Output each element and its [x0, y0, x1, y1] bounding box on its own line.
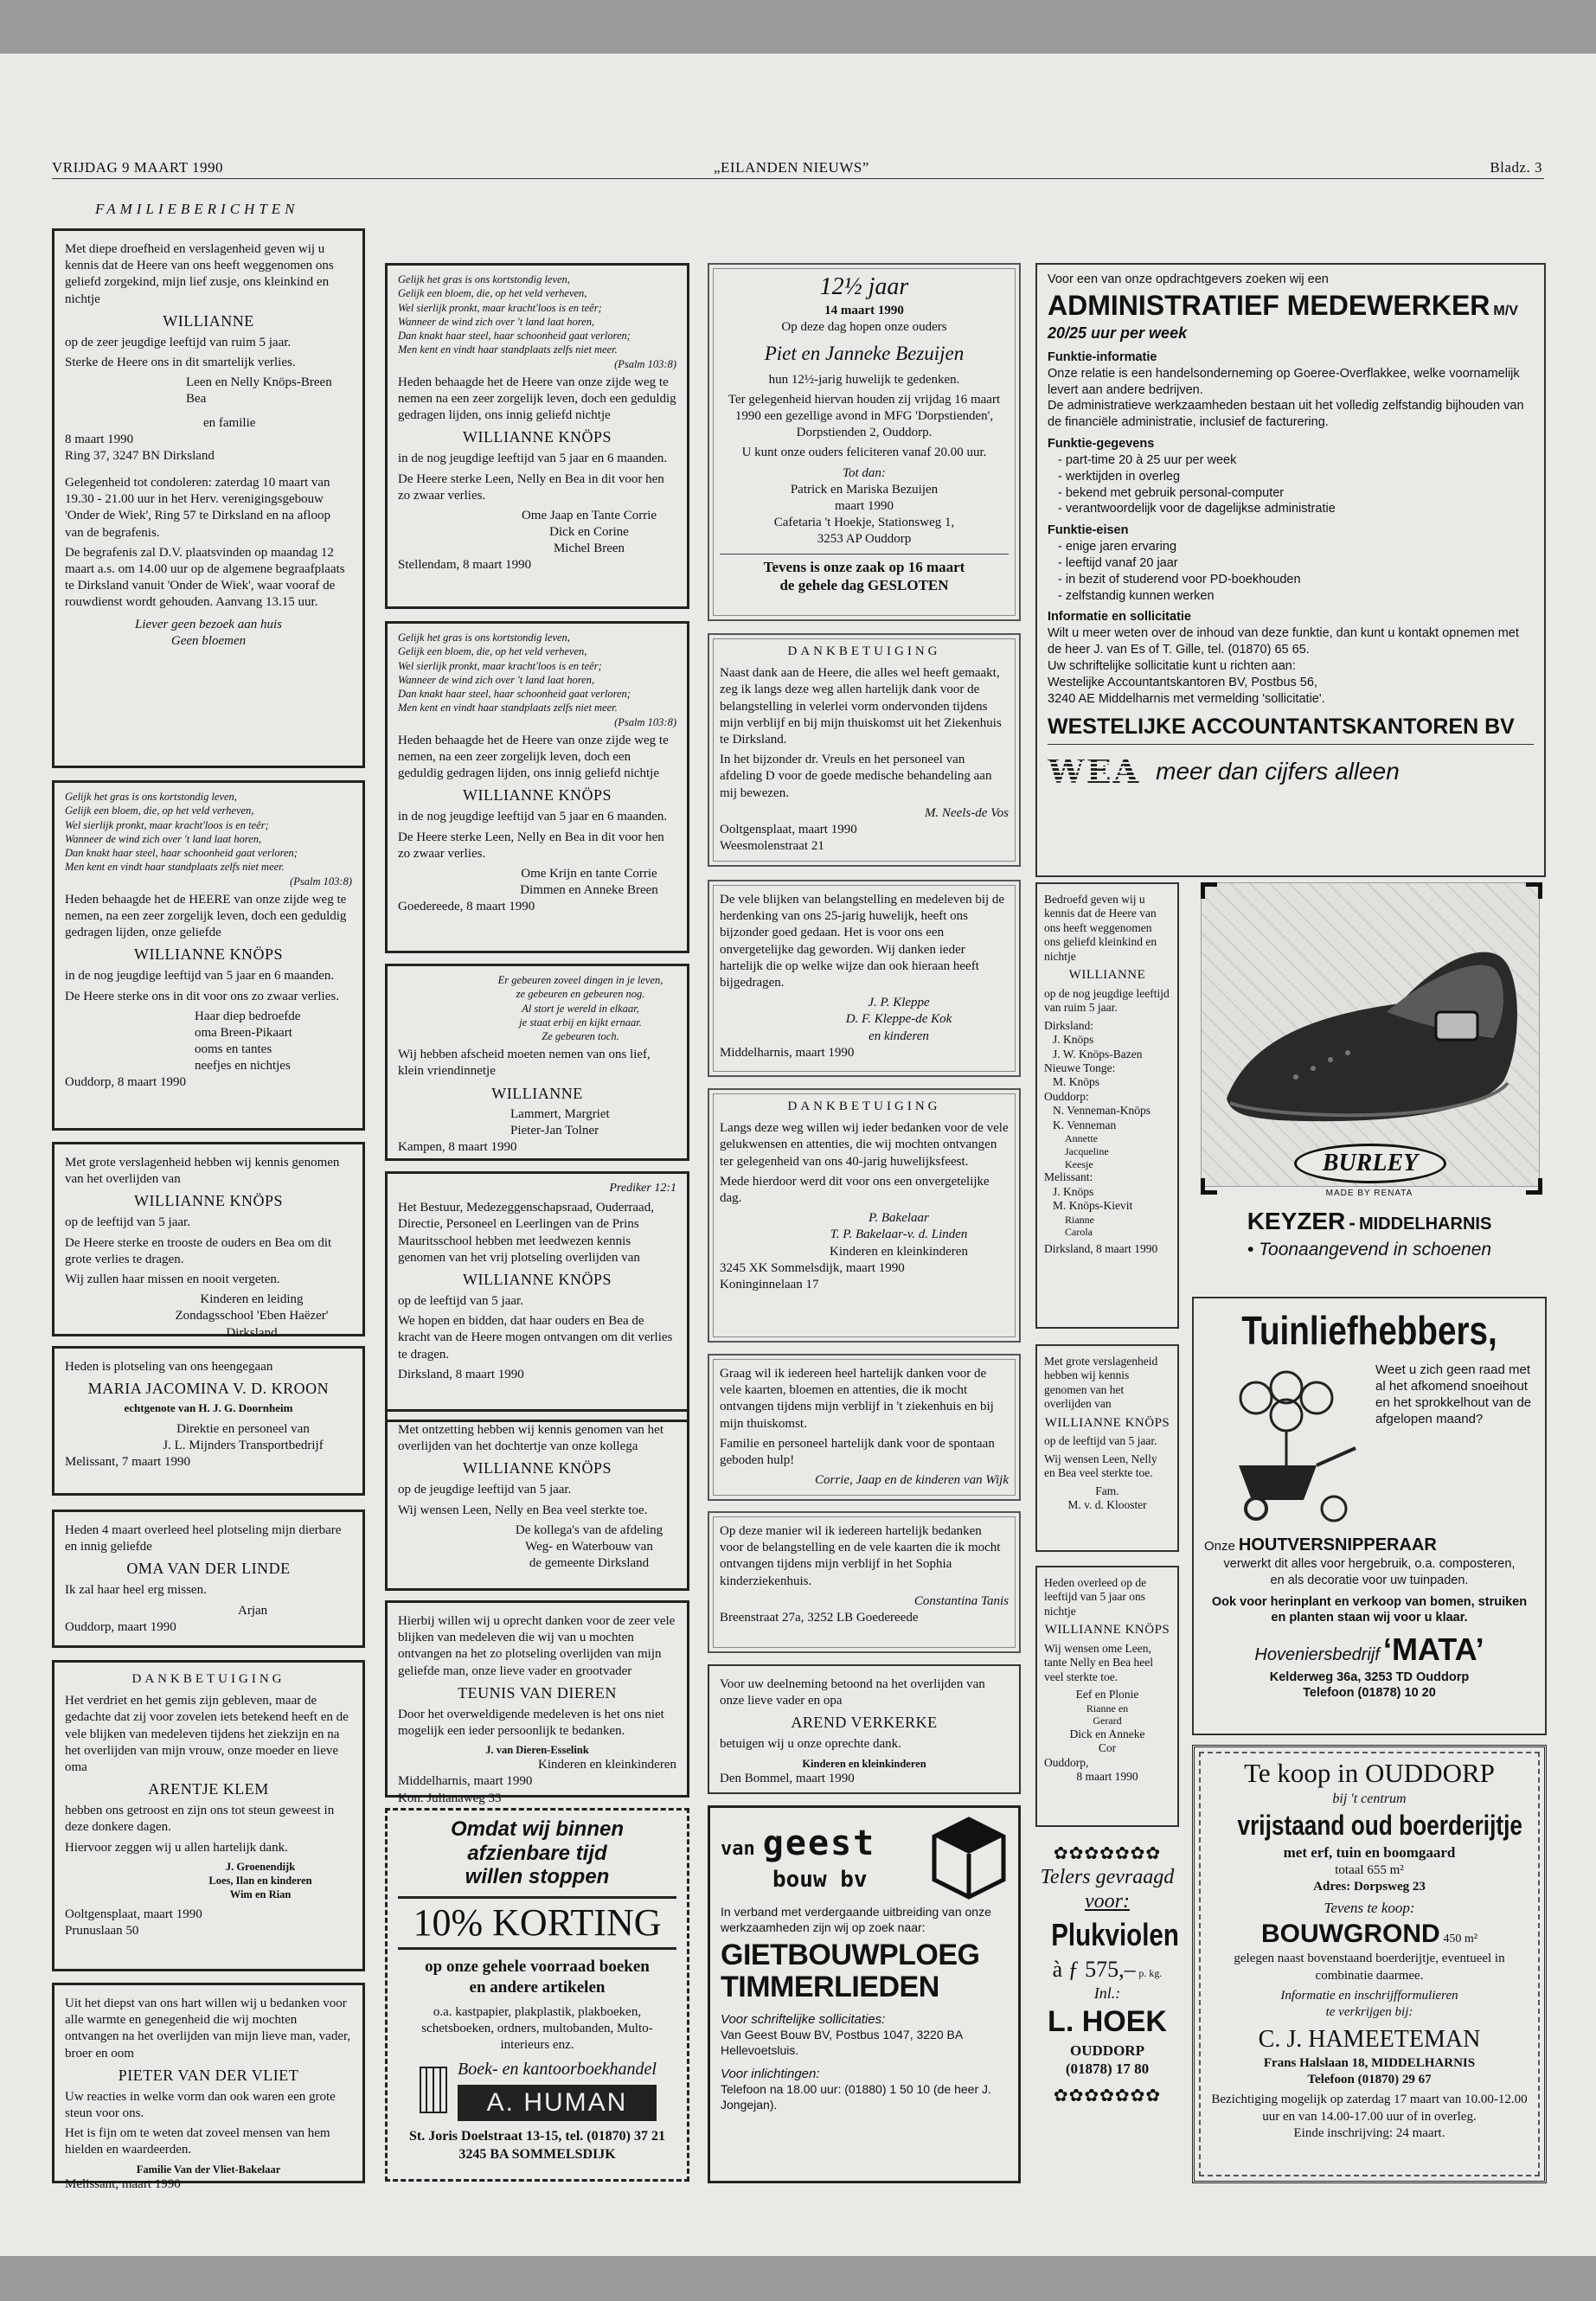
ad-human-bookstore	[385, 1808, 689, 2182]
notice-text: Naast dank aan de Heere, die alles wel heeft gemaakt, zeg ik langs deze weg allen hartelijk dank voor de belangstelling in velerlei vorm ondervonden tijdens mijn verblijf en bij mijn thuiskomst uit het Ziekenhuis te Dirksland.	[720, 666, 1002, 747]
notice-date: 8 maart 1990	[1076, 1770, 1138, 1784]
deceased-name: MARIA JACOMINA V. D. KROON	[87, 1380, 330, 1398]
notice-text: Met diepe droefheid en verslagenheid geven wij u kennis dat de Heere van ons heeft weggenomen ons geliefd zorgekind, mijn lief zusje, ons kleinkind en nichtje	[65, 242, 334, 306]
notice-heading: DANKBETUIGING	[787, 644, 941, 658]
ad-address: Frans Halslaan 18, MIDDELHARNIS	[1263, 2055, 1476, 2070]
notice-kroon	[52, 1346, 365, 1496]
notice-text: echtgenote van H. J. G. Doornheim	[124, 1401, 293, 1415]
anniversary-text: U kunt onze ouders feliciteren vanaf 20.00 uur.	[741, 445, 987, 460]
firm-type: Hoveniersbedrijf	[1254, 1644, 1380, 1664]
decorative-border-icon: ✿✿✿✿✿✿✿	[1053, 1844, 1162, 1863]
notice-text: betuigen wij u onze oprechte dank.	[720, 1737, 901, 1752]
notice-text: Gelegenheid tot condoleren: zaterdag 10 maart van 19.30 - 21.00 uur in het Herv. verenigingsgebouw 'Onder de Wiek', Ring 57 te Dirksland en na afloop van de begrafenis.	[65, 476, 330, 540]
job-details-list: - part-time 20 à 25 uur per week - werktijden in overleg - bekend met gebruik personal-computer - verantwoordelijk voor de dagelijkse administratie	[1048, 452, 1534, 517]
ad-van-geest-bouw	[708, 1805, 1021, 2183]
signature: De kollega's van de afdeling Weg- en Waterbouw van de gemeente Dirksland	[515, 1522, 663, 1571]
wea-logo: WEA	[1048, 750, 1140, 792]
deceased-name: WILLIANNE	[163, 311, 254, 330]
ad-property: vrijstaand oud boerderijtje	[1237, 1810, 1523, 1842]
ad-address: Van Geest Bouw BV, Postbus 1047, 3220 BA Hellevoetsluis.	[721, 2027, 963, 2057]
ad-address: 3240 AE Middelharnis met vermelding 'sollicitatie'.	[1048, 691, 1325, 706]
ad-text: De administratieve werkzaamheden bestaan uit het volledig zelfstandig bijhouden van de financiële administratie, inclusief de facturering.	[1048, 399, 1524, 430]
ad-phone: Telefoon (01870) 29 67	[1307, 2073, 1432, 2087]
deceased-name: WILLIANNE KNÖPS	[134, 1192, 283, 1210]
signature: en familie	[203, 415, 256, 430]
ad-text: op onze gehele voorraad boeken	[425, 1958, 650, 1977]
anniversary-title: 12½ jaar	[819, 273, 909, 300]
ad-headline: Tuinliefhebbers,	[1241, 1308, 1497, 1353]
notice-text: De vele blijken van belangstelling en medeleven bij de herdenking van ons 25-jarig huwelijk, heeft ons bijzonder goed gedaan. Het is voor ons een onvergetelijke dag geworden. Wij danken ieder hartelijk die op welke wijze dan ook hieraan heeft bijgedragen.	[720, 893, 1005, 990]
anniversary-text: Ter gelegenheid hiervan houden zij vrijdag 16 maart 1990 een gezellige avond in MFG 'Dorpstienden', Dorpstienden 2, Ouddorp.	[727, 392, 1001, 440]
deceased-name: WILLIANNE	[491, 1084, 583, 1102]
notice-text: De begrafenis zal D.V. plaatsvinden op maandag 12 maart a.s. om 14.00 uur op de algemene begraafplaats te Dirksland vanuit 'Onder de Wiek', waar vooraf de rouwdienst wordt gehouden. Aanvang 13.15 uur.	[65, 545, 345, 610]
geest-logo-bouw: bouw bv	[772, 1866, 868, 1893]
geest-logo-van: van	[721, 1837, 755, 1860]
notice-date: Stellendam, 8 maart 1990	[398, 558, 532, 573]
ad-address: Adres: Dorpsweg 23	[1313, 1880, 1426, 1894]
ad-text: gelegen naast bovenstaand boerderijtje, eventueel in combinatie daarmee.	[1234, 1952, 1505, 1983]
dankbetuiging-klem	[52, 1660, 365, 1971]
notice-text: Voor uw deelneming betoond na het overlijden van onze lieve vader en opa	[720, 1677, 985, 1708]
notice-text: hebben ons getroost en zijn ons tot steun geweest in deze donkere dagen.	[65, 1804, 335, 1835]
notice-text: Het verdriet en het gemis zijn gebleven, maar de gedachte dat zij voor zovelen iets betekend heeft en de vele blijken van medeleven tijdens het ziekzijn en na het overlijden van mijn vrouw, onze moeder en lieve oma	[65, 1694, 349, 1774]
ad-contact-name: C. J. HAMEETEMAN	[1258, 2026, 1481, 2054]
decorative-border-icon: ✿✿✿✿✿✿✿	[1053, 2086, 1162, 2106]
ad-phone: Telefoon (01878) 10 20	[1303, 1686, 1436, 1701]
psalm-verse: Gelijk het gras is ons kortstondig leven, Gelijk een bloem, die, op het veld verheven, Wel sierlijk pronkt, maar kracht'loos is en teêr; Wanneer de wind zich over 't land laat horen, Dan knakt haar steel, haar schoonheid gaat verloren; Men kent en vindt haar standplaats zelfs niet meer. (Psalm 103:8)	[398, 273, 676, 370]
notice-ome-jaap	[385, 263, 689, 609]
ad-text: o.a. kastpapier, plakplastik, plakboeken, schetsboeken, ordners, multobanden, Multo-interieurs enz.	[421, 2004, 653, 2053]
ad-hours: 20/25 uur per week	[1048, 324, 1188, 343]
ad-contact-town: OUDDORP	[1070, 2041, 1144, 2059]
ad-text: Ook voor herinplant en verkoop van bomen, struiken en planten staan wij voor u klaar.	[1211, 1594, 1528, 1625]
notice-text: Bedroefd geven wij u kennis dat de Heere van ons heeft weggenomen ons geliefd kleinkind en nichtje	[1044, 893, 1157, 963]
ad-burley-keyzer: BURLEY MADE BY RENATA KEYZER - MIDDELHARNIS • Toonaangevend in schoenen	[1192, 882, 1547, 1289]
ad-text: Onze	[1204, 1538, 1235, 1554]
signature: Constantina Tanis	[913, 1593, 1009, 1608]
notice-heading: DANKBETUIGING	[787, 1099, 941, 1113]
notice-text: Liever geen bezoek aan huis	[135, 617, 282, 631]
ad-price-unit: p. kg.	[1138, 1966, 1163, 1979]
signature: Ome Krijn en tante Corrie Dimmen en Anneke Breen	[520, 866, 658, 898]
ad-text: te verkrijgen bij:	[1325, 2004, 1413, 2019]
anniversary-text: hun 12½-jarig huwelijk te gedenken.	[768, 372, 960, 387]
notice-date: Ooltgensplaat, maart 1990	[65, 1907, 202, 1921]
ad-address: Kelderweg 36a, 3253 TD Ouddorp	[1269, 1670, 1470, 1684]
ad-headline: Omdat wij binnen afzienbare tijd	[450, 1817, 624, 1865]
notice-tolner	[385, 964, 689, 1161]
signature: Ome Jaap en Tante Corrie Dick en Corine Michel Breen	[521, 508, 657, 556]
ad-telers-gevraagd	[1035, 1840, 1179, 2182]
notice-text: op de leeftijd van 5 jaar.	[65, 1215, 190, 1230]
bible-reference: Prediker 12:1	[609, 1182, 676, 1195]
notice-text: Heden behaagde het de HEERE van onze zijde weg te nemen, na een zeer zorgelijk leven, doch een geduldig gedragen lijden, onze geliefde	[65, 892, 347, 940]
notice-text: Met ontzetting hebben wij kennis genomen van het overlijden van het dochtertje van onze kollega	[398, 1423, 664, 1454]
notice-text: Wij wensen Leen, Nelly en Bea veel sterkte toe.	[1044, 1452, 1157, 1480]
notice-text: Graag wil ik iedereen heel hartelijk danken voor de vele kaarten, bloemen en attenties, die ik mocht ontvangen tijdens mijn verblijf in 't ziekenhuis en bij mijn thuiskomst.	[720, 1367, 994, 1431]
notice-verkerke	[708, 1664, 1021, 1794]
notice-address: Koninginnelaan 17	[720, 1277, 819, 1292]
ad-subheading: Funktie-informatie	[1048, 349, 1157, 364]
signature: Kinderen en kleinkinderen	[802, 1757, 926, 1770]
notice-text: Sterke de Heere ons in dit smartelijk verlies.	[65, 355, 296, 369]
signature: Arjan	[238, 1603, 268, 1618]
burley-maker: MADE BY RENATA	[1325, 1189, 1413, 1198]
notice-kollegas	[385, 1409, 689, 1591]
deceased-name: TEUNIS VAN DIEREN	[458, 1683, 617, 1702]
notice-van-der-vliet	[52, 1983, 365, 2191]
notice-date: Ouddorp, 8 maart 1990	[65, 1075, 186, 1090]
notice-text: in de nog jeugdige leeftijd van 5 jaar en 6 maanden.	[398, 452, 668, 466]
deceased-name: WILLIANNE KNÖPS	[134, 945, 283, 964]
notice-text: Hiervoor zeggen wij u allen hartelijk dank.	[65, 1840, 288, 1855]
ad-area: totaal 655 m²	[1335, 1862, 1404, 1877]
notice-text: De Heere sterke ons in dit voor ons zo zwaar verlies.	[65, 989, 339, 1003]
job-requirements-list: - enige jaren ervaring - leeftijd vanaf 20 jaar - in bezit of studerend voor PD-boekhouden - zelfstandig kunnen werken	[1048, 539, 1534, 604]
deceased-name: WILLIANNE KNÖPS	[463, 1459, 612, 1477]
deceased-name: ARENTJE KLEM	[148, 1780, 269, 1798]
ad-text: Wilt u meer weten over de inhoud van deze funktie, dan kunt u kontakt opnemen met de heer J. van Es of T. Gille, tel. (01870) 65 65.	[1048, 626, 1519, 657]
notice-text: De Heere sterke Leen, Nelly en Bea in dit voor hen zo zwaar verlies.	[398, 830, 664, 861]
shop-town: MIDDELHARNIS	[1358, 1215, 1492, 1234]
notice-ome-leen	[1035, 1566, 1179, 1827]
ad-phone: (01878) 17 80	[1065, 2061, 1150, 2078]
notice-prins-mauritsschool	[385, 1171, 689, 1422]
signature: Leen en Nelly Knöps-Breen	[186, 375, 332, 390]
dankbetuiging-neels	[708, 633, 1021, 867]
notice-date: Melissant, maart 1990	[65, 2176, 181, 2191]
ad-text: Inl.:	[1093, 1984, 1121, 2003]
notice-date: Ooltgensplaat, maart 1990	[720, 822, 857, 836]
signature: Lammert, Margriet Pieter-Jan Tolner	[510, 1106, 610, 1138]
signature: Haar diep bedroefde oma Breen-Pikaart ooms en tantes neefjes en nichtjes	[195, 1009, 301, 1074]
death-notice-willianne-parents	[52, 228, 365, 768]
notice-date: Dirksland, 8 maart 1990	[1044, 1241, 1158, 1255]
notice-text: Wij wensen ome Leen, tante Nelly en Bea heel veel sterkte toe.	[1044, 1641, 1153, 1683]
notice-text: Met grote verslagenheid hebben wij kennis genomen van het overlijden van	[1044, 1355, 1158, 1411]
notice-text: op de leeftijd van 5 jaar.	[1044, 1434, 1157, 1448]
deceased-name: WILLIANNE KNÖPS	[463, 786, 612, 804]
firm-name: ‘MATA’	[1382, 1631, 1484, 1667]
notice-date: 3245 XK Sommelsdijk, maart 1990	[720, 1260, 905, 1275]
cube-logo-icon	[930, 1815, 1008, 1901]
ad-area: 450 m²	[1443, 1932, 1477, 1945]
anniversary-text: 3253 AP Ouddorp	[817, 532, 912, 547]
notice-text: Langs deze weg willen wij ieder bedanken voor de vele gelukwensen en attenties, die wij mochten ontvangen ter gelegenheid van ons 40-jarig huwelijksfeest.	[720, 1121, 1009, 1169]
ad-hoveniersbedrijf-mata	[1192, 1297, 1547, 1735]
book-logo-icon	[418, 2064, 449, 2116]
notice-date: Dirksland, 8 maart 1990	[398, 1367, 524, 1381]
anniversary-text: Cafetaria 't Hoekje, Stationsweg 1,	[773, 516, 955, 530]
notice-text: op de jeugdige leeftijd van 5 jaar.	[398, 1483, 572, 1497]
signature: Bea	[186, 392, 207, 407]
ad-text: verwerkt dit alles voor hergebruik, o.a. composteren, en als decoratie voor uw tuinpaden.	[1223, 1557, 1516, 1588]
notice-text: Het is fijn om te weten dat zoveel mensen van hem hielden en waardeerden.	[65, 2126, 330, 2157]
shop-slogan: • Toonaangevend in schoenen	[1247, 1240, 1492, 1259]
notice-kleppe	[708, 880, 1021, 1077]
notice-date: 8 maart 1990	[65, 432, 134, 446]
notice-address: Prunuslaan 50	[65, 1923, 139, 1938]
deceased-name: WILLIANNE KNÖPS	[1044, 1415, 1170, 1430]
ad-text: Boek- en kantoorboekhandel	[458, 2060, 657, 2080]
ad-address: 3245 BA SOMMELSDIJK	[458, 2146, 616, 2162]
ad-text: Voor inlichtingen:	[721, 2066, 820, 2081]
signature: Direktie en personeel van	[176, 1421, 310, 1436]
poem: Er gebeuren zoveel dingen in je leven, ze gebeuren en gebeuren nog. Al stort je wereld in elkaar, je staat erbij en kijkt ernaar. Ze gebeuren toch.	[497, 974, 663, 1042]
ad-address: Westelijke Accountantskantoren BV, Postbus 56,	[1048, 675, 1317, 689]
psalm-verse: Gelijk het gras is ons kortstondig leven, Gelijk een bloem, die, op het veld verheven, Wel sierlijk pronkt, maar kracht'loos is en teêr; Wanneer de wind zich over 't land laat horen, Dan knakt haar steel, haar schoonheid gaat verloren; Men kent en vindt haar standplaats zelfs niet meer. (Psalm 103:8)	[65, 791, 352, 888]
signature: Patrick en Mariska Bezuijen	[790, 482, 939, 497]
notice-date: Den Bommel, maart 1990	[720, 1771, 855, 1785]
ad-text: Tevens te koop:	[1324, 1900, 1415, 1917]
dankbetuiging-bakelaar	[708, 1088, 1021, 1343]
couple-names: Piet en Janneke Bezuijen	[764, 343, 965, 365]
ad-text: Onze relatie is een handelsonderneming op Goeree-Overflakkee, welke voornamelijk levert aan andere bedrijven.	[1048, 366, 1520, 397]
notice-text: in de nog jeugdige leeftijd van 5 jaar en 6 maanden.	[65, 969, 335, 984]
notice-text: Heden behaagde het de Heere van onze zijde weg te nemen na een zeer zorgelijk leven, doch een geduldig gedragen lijden, ons innig geliefd nichtje	[398, 375, 676, 423]
notice-date: Kampen, 8 maart 1990	[398, 1140, 517, 1155]
ad-discount: 10% KORTING	[398, 1896, 676, 1950]
ad-property: BOUWGROND	[1261, 1919, 1440, 1948]
signature: Eef en Plonie Rianne en Gerard Dick en Anneke Cor	[1069, 1688, 1145, 1755]
notice-text: Heden 4 maart overleed heel plotseling mijn dierbare en innig geliefde	[65, 1523, 342, 1554]
ad-contact-name: L. HOEK	[1048, 2005, 1167, 2039]
signature: P. Bakelaar T. P. Bakelaar-v. d. Linden Kinderen en kleinkinderen	[830, 1211, 968, 1259]
ad-job-gender: M/V	[1493, 303, 1518, 318]
ad-slogan: meer dan cijfers alleen	[1156, 757, 1400, 785]
notice-text: Wij wensen Leen, Nelly en Bea veel sterkte toe.	[398, 1503, 648, 1517]
deceased-name: AREND VERKERKE	[791, 1714, 938, 1732]
signature: Corrie, Jaap en de kinderen van Wijk	[815, 1473, 1009, 1488]
notice-oma-van-der-linde	[52, 1509, 365, 1648]
anniversary-text: Op deze dag hopen onze ouders	[781, 320, 947, 335]
notice-text: Wij hebben afscheid moeten nemen van ons lief, klein vriendinnetje	[398, 1048, 651, 1079]
notice-date: Ouddorp, maart 1990	[65, 1619, 176, 1634]
notice-text: Hierbij willen wij u oprecht danken voor de zeer vele blijken van medeleven die wij van u mochten ontvangen na het zo plotseling overlijden van mijn geliefde man, onze lieve vader en grootvader	[398, 1614, 676, 1678]
ad-text: Informatie en inschrijfformulieren	[1280, 1988, 1458, 2003]
burley-logo: BURLEY	[1294, 1144, 1446, 1183]
shop-name: KEYZER	[1247, 1208, 1346, 1234]
ad-text: Weet u zich geen raad met al het afkomend snoeihout en het sprokkelhout van de afgelopen maand?	[1375, 1362, 1532, 1427]
notice-text: Het Bestuur, Medezeggenschapsraad, Ouderraad, Directie, Personeel en Leerlingen van de Prins Mauritsschool hebben met leedwezen kennis genomen van het vrij plotseling overlijden van	[398, 1201, 654, 1265]
anniversary-text: Tot dan:	[843, 465, 886, 480]
ad-phone: Telefoon na 18.00 uur: (01880) 1 50 10 (de heer J. Jongejan).	[721, 2081, 991, 2112]
family-list: Dirksland: J. Knöps J. W. Knöps-Bazen Nieuwe Tonge: M. Knöps Ouddorp: N. Venneman-Knöps K. Venneman Annette Jacqueline Keesje Melissant: J. Knöps M. Knöps-Kievit Rianne Carola	[1044, 1018, 1151, 1239]
notice-text: In het bijzonder dr. Vreuls en het personeel van afdeling D voor de goede medische behandeling aan mij bewezen.	[720, 753, 992, 800]
notice-text: Met grote verslagenheid hebben wij kennis genomen van het overlijden van	[65, 1156, 340, 1187]
closing-notice: Tevens is onze zaak op 16 maart	[720, 554, 1009, 577]
deceased-name: WILLIANNE KNÖPS	[463, 428, 612, 446]
notice-text: Ik zal haar heel erg missen.	[65, 1583, 207, 1598]
ad-text: Einde inschrijving: 24 maart.	[1293, 2125, 1445, 2140]
ad-headline: voor:	[1085, 1889, 1130, 1913]
anniversary-date: 14 maart 1990	[824, 303, 904, 317]
signature: Kinderen en kleinkinderen	[538, 1758, 676, 1772]
notice-text: De Heere sterke en trooste de ouders en Bea om dit grote verlies te dragen.	[65, 1235, 332, 1266]
notice-sunday-school	[52, 1142, 365, 1340]
notice-text: Heden overleed op de leeftijd van 5 jaar ons nichtje	[1044, 1576, 1147, 1618]
deceased-name: WILLIANNE KNÖPS	[463, 1270, 612, 1288]
signature: J. L. Mijnders Transportbedrijf	[163, 1439, 324, 1453]
psalm-verse: Gelijk het gras is ons kortstondig leven, Gelijk een bloem, die, op het veld verheven, Wel sierlijk pronkt, maar kracht'loos is en teêr; Wanneer de wind zich over 't land laat horen, Dan knakt haar steel, haar schoonheid gaat verloren; Men kent en vindt haar standplaats zelfs niet meer. (Psalm 103:8)	[398, 631, 676, 728]
newspaper-page	[0, 54, 1596, 2256]
notice-address: Breenstraat 27a, 3252 LB Goedereede	[720, 1610, 919, 1625]
closing-notice: de gehele dag GESLOTEN	[779, 577, 949, 594]
ad-text: Uw schriftelijke sollicitatie kunt u richten aan:	[1048, 659, 1296, 674]
notice-text: in de nog jeugdige leeftijd van 5 jaar en 6 maanden.	[398, 810, 668, 824]
header-rule	[52, 178, 1544, 179]
notice-date: Ouddorp,	[1044, 1755, 1089, 1769]
notice-family-list	[1035, 882, 1179, 1329]
notice-heading: DANKBETUIGING	[131, 1672, 285, 1686]
brogue-shoe-image	[1201, 882, 1538, 1185]
notice-klooster	[1035, 1344, 1179, 1552]
wheelbarrow-illustration-icon	[1204, 1362, 1368, 1535]
ad-text: bij 't centrum	[1332, 1791, 1407, 1806]
ad-text: en andere artikelen	[469, 1978, 606, 1997]
notice-text: We hopen en bidden, dat haar ouders en Bea de kracht van de Heere mogen ontvangen om dit verlies te dragen.	[398, 1314, 673, 1362]
notice-text: Op deze manier wil ik iedereen hartelijk bedanken voor de belangstelling en de vele kaarten die ik mocht ontvangen tijdens mijn verblijf in het Sophia kinderziekenhuis.	[720, 1524, 1001, 1588]
ad-product: Plukviolen	[1051, 1916, 1179, 1952]
signature: M. Neels-de Vos	[924, 805, 1009, 820]
notice-text: Heden is plotseling van ons heengegaan	[65, 1360, 273, 1374]
ad-subheading: Funktie-eisen	[1048, 523, 1129, 538]
signature: J. Groenendijk Loes, Ilan en kinderen Wim en Rian	[208, 1860, 312, 1900]
ad-text: In verband met verdergaande uitbreiding van onze werkzaamheden zijn wij op zoek naar:	[721, 1905, 991, 1934]
notice-address: Weesmolenstraat 21	[720, 839, 824, 854]
ad-subheading: Informatie en sollicitatie	[1048, 610, 1191, 625]
header-date: VRIJDAG 9 MAART 1990	[52, 159, 224, 176]
notice-text: Uit het diepst van ons hart willen wij u bedanken voor alle warmte en genegenheid die wij mochten ontvangen na het overlijden van mijn lieve man, vader, broer en oom	[65, 1997, 351, 2061]
notice-text: Familie en personeel hartelijk dank voor de spontaan geboden hulp!	[720, 1436, 995, 1467]
anniversary-text: maart 1990	[835, 498, 894, 513]
notice-text: op de nog jeugdige leeftijd van ruim 5 jaar.	[1044, 986, 1170, 1015]
notice-text: Uw reacties in welke vorm dan ook waren een grote steun voor ons.	[65, 2089, 336, 2120]
notice-text: Heden behaagde het de Heere van onze zijde weg te nemen, na een zeer zorgelijk leven, doch een geduldig gedragen lijden, ons innig geliefd nichtje	[398, 733, 669, 781]
ad-job-title: GIETBOUWPLOEG TIMMERLIEDEN	[721, 1938, 980, 2004]
death-notice-willianne-oma	[52, 780, 365, 1131]
ad-headline: willen stoppen	[465, 1865, 610, 1889]
ad-text: Bezichtiging mogelijk op zaterdag 17 maart van 10.00-12.00 uur en van 14.00-17.00 uur of in overleg.	[1211, 2093, 1528, 2124]
geest-logo-name: geest	[762, 1823, 876, 1863]
notice-text: Wij zullen haar missen en nooit vergeten.	[65, 1272, 280, 1286]
section-title: FAMILIEBERICHTEN	[95, 201, 299, 217]
notice-address: Kon. Julianaweg 33	[398, 1791, 502, 1805]
ad-text: Voor schriftelijke sollicitaties:	[721, 2011, 886, 2027]
signature: Familie Van der Vliet-Bakelaar	[136, 2163, 281, 2176]
notice-van-dieren	[385, 1600, 689, 1805]
ad-text: Voor een van onze opdrachtgevers zoeken wij een	[1048, 272, 1329, 286]
notice-text: Geen bloemen	[170, 633, 247, 648]
deceased-name: PIETER VAN DER VLIET	[118, 2066, 299, 2084]
notice-text: De Heere sterke Leen, Nelly en Bea in dit voor hen zo zwaar verlies.	[398, 471, 664, 503]
ad-price: à ƒ 575,–	[1052, 1956, 1136, 1982]
deceased-name: WILLIANNE KNÖPS	[1044, 1623, 1170, 1638]
ad-text: met erf, tuin en boomgaard	[1283, 1844, 1456, 1862]
ad-job-title: ADMINISTRATIEF MEDEWERKER	[1048, 289, 1490, 321]
ad-address: St. Joris Doelstraat 13-15, tel. (01870) 37 21	[409, 2129, 665, 2144]
deceased-name: WILLIANNE	[1068, 968, 1146, 983]
anniversary-bezuijen	[708, 263, 1021, 621]
signature: J. P. Kleppe D. F. Kleppe-de Kok en kinderen	[845, 996, 952, 1043]
notice-text: op de leeftijd van 5 jaar.	[398, 1293, 523, 1308]
ad-westelijke-accountants	[1035, 263, 1546, 877]
notice-ome-krijn	[385, 621, 689, 953]
ad-headline: Telers gevraagd	[1040, 1865, 1175, 1888]
firm-name: WESTELIJKE ACCOUNTANTSKANTOREN BV	[1048, 714, 1515, 739]
notice-text: op de zeer jeugdige leeftijd van ruim 5 jaar.	[65, 335, 292, 349]
notice-text: Door het overweldigende medeleven is het ons niet mogelijk een ieder persoonlijk te bedanken.	[398, 1707, 664, 1738]
notice-text: Mede hierdoor werd dit voor ons een onvergetelijke dag.	[720, 1174, 990, 1205]
header-paper-name: „EILANDEN NIEUWS”	[714, 159, 869, 176]
signature: Kinderen en leiding Zondagsschool 'Eben Haëzer' Dirksland	[175, 1292, 329, 1340]
human-logo: A. HUMAN	[458, 2085, 657, 2121]
notice-date: Middelharnis, maart 1990	[720, 1045, 855, 1060]
deceased-name: OMA VAN DER LINDE	[126, 1560, 291, 1578]
ad-subheading: Funktie-gegevens	[1048, 437, 1155, 452]
ad-te-koop-boerderijtje	[1192, 1745, 1547, 2183]
notice-address: Ring 37, 3247 BN Dirksland	[65, 448, 215, 463]
notice-date: Melissant, 7 maart 1990	[65, 1455, 190, 1470]
header-page-number: Bladz. 3	[1490, 159, 1542, 176]
signature: J. van Dieren-Esselink	[485, 1744, 589, 1757]
signature: Fam. M. v. d. Klooster	[1067, 1484, 1147, 1512]
ad-headline: Te koop in OUDDORP	[1244, 1758, 1495, 1788]
notice-van-wijk	[708, 1354, 1021, 1501]
notice-tanis	[708, 1511, 1021, 1653]
notice-date: Goedereede, 8 maart 1990	[398, 900, 535, 914]
ad-service: HOUTVERSNIPPERAAR	[1238, 1535, 1437, 1554]
notice-date: Middelharnis, maart 1990	[398, 1774, 533, 1789]
